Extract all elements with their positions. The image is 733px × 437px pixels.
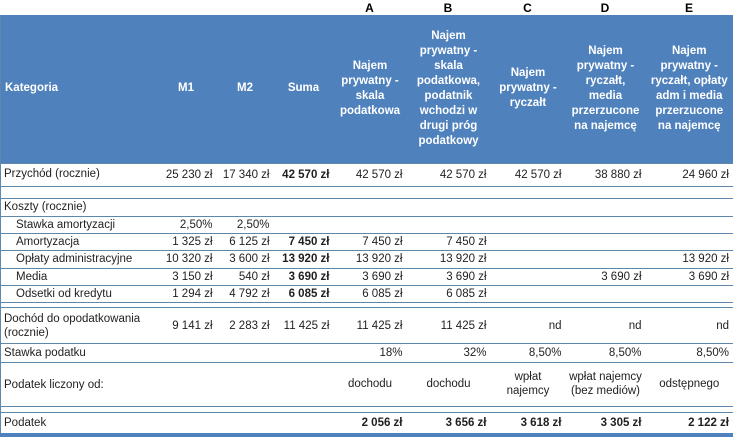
column-letter-b: B: [443, 0, 453, 15]
cell: 8,50%: [696, 347, 729, 360]
spacer-cell: [1, 186, 733, 198]
cell: [566, 233, 646, 250]
cell: 1 294 zł: [172, 288, 213, 301]
row-label: Dochód do opodatkowania (rocznie): [4, 312, 141, 339]
table-row: [1, 216, 733, 233]
cell: [274, 363, 334, 407]
cell: 1 325 zł: [172, 236, 213, 249]
cell: 7 450 zł: [288, 236, 330, 249]
cell: wpłat najemcy: [506, 371, 550, 397]
cell: 11 425 zł: [356, 319, 403, 332]
table-row: [1, 268, 733, 285]
cell: [646, 198, 733, 216]
table-row: [1, 308, 733, 344]
table-row: [1, 344, 733, 363]
cell: 10 320 zł: [165, 253, 213, 266]
cell: 6 085 zł: [288, 288, 330, 301]
cell: dochodu: [347, 377, 393, 390]
cell: nd: [716, 319, 729, 332]
cell: [566, 198, 646, 216]
row-label: Amortyzacja: [16, 235, 80, 248]
header-suma: Suma: [274, 15, 334, 163]
cell: [156, 363, 217, 407]
cell: [217, 363, 274, 407]
cell: 540 zł: [238, 270, 270, 283]
cell: 3 690 zł: [288, 270, 330, 283]
cell: 25 230 zł: [165, 168, 213, 181]
cell: 17 340 zł: [222, 168, 270, 181]
row-label: Koszty (rocznie): [4, 200, 87, 213]
cell: [407, 216, 491, 233]
cell: 42 570 zł: [282, 168, 330, 181]
column-letter-c: C: [523, 0, 532, 15]
cell: [217, 198, 274, 216]
cell: 2 056 zł: [361, 417, 403, 430]
header-m1: M1: [156, 15, 217, 163]
cell: 9 141 zł: [172, 319, 213, 332]
cell: dochodu: [426, 377, 471, 390]
cell: 3 690 zł: [446, 270, 487, 283]
cell: 8,50%: [608, 347, 642, 360]
column-letters-row: [0, 0, 733, 15]
cell: odstępnego: [659, 377, 720, 390]
cell: 42 570 zł: [514, 168, 562, 181]
cell: wpłat najemcy (bez mediów): [569, 371, 642, 397]
cell: 2,50%: [179, 218, 213, 231]
header-col-e: Najem prywatny - ryczałt, opłaty adm i media przerzucone na najemcę: [646, 15, 733, 163]
header-m2: M2: [217, 15, 274, 163]
header-col-c: Najem prywatny - ryczałt: [491, 15, 566, 163]
cell: 2 122 zł: [688, 417, 729, 430]
cell: [407, 198, 491, 216]
cell: 24 960 zł: [682, 168, 729, 181]
row-label: Podatek liczony od:: [4, 378, 104, 391]
cell: [156, 198, 217, 216]
cell: [646, 233, 733, 250]
cell: [646, 216, 733, 233]
cell: 6 125 zł: [229, 236, 270, 249]
cell: nd: [628, 319, 642, 332]
table-row: [1, 363, 733, 407]
cell: [491, 251, 566, 268]
cell: 3 690 zł: [688, 270, 729, 283]
table-row: [1, 413, 733, 435]
header-col-b: Najem prywatny - skala podatkowa, podatnik wchodzi w drugi próg podatkowy: [407, 15, 491, 163]
cell: [491, 233, 566, 250]
cell: 7 450 zł: [362, 236, 403, 249]
cell: [491, 286, 566, 303]
cell: [566, 216, 646, 233]
cell: [334, 198, 407, 216]
column-letter-a: A: [365, 0, 374, 15]
cell: 4 792 zł: [229, 288, 270, 301]
row-label: Podatek: [4, 416, 47, 429]
cell: [274, 413, 334, 435]
row-label: Stawka amortyzacji: [16, 218, 116, 231]
cell: 3 305 zł: [600, 417, 642, 430]
cell: 11 425 zł: [283, 319, 330, 332]
row-label: Stawka podatku: [4, 347, 86, 360]
row-label: Przychód (rocznie): [4, 168, 100, 181]
table-row: [1, 198, 733, 216]
row-label: Opłaty administracyjne: [16, 253, 133, 266]
cell: 6 085 zł: [362, 288, 403, 301]
column-letter-d: D: [600, 0, 610, 15]
cell: [491, 268, 566, 285]
cell: 3 690 zł: [362, 270, 403, 283]
spacer-row: [1, 186, 733, 198]
cell: 3 690 zł: [601, 270, 642, 283]
cell: 13 920 zł: [682, 253, 729, 266]
table-row: [1, 233, 733, 250]
cell: [156, 413, 217, 435]
cell: nd: [548, 319, 562, 332]
cell: 3 600 zł: [229, 253, 270, 266]
header-col-a: Najem prywatny - skala podatkowa: [334, 15, 407, 163]
cell: 13 920 zł: [282, 253, 330, 266]
cell: 13 920 zł: [355, 253, 403, 266]
cell: 42 570 zł: [439, 168, 487, 181]
cell: 6 085 zł: [446, 288, 487, 301]
cell: 3 656 zł: [445, 417, 487, 430]
cell: 3 618 zł: [520, 417, 562, 430]
cell: [274, 344, 334, 363]
tax-comparison-table: [0, 15, 733, 437]
cell: 7 450 zł: [446, 236, 487, 249]
cell: [646, 286, 733, 303]
cell: [217, 413, 274, 435]
cell: 3 150 zł: [172, 270, 213, 283]
table-row: [1, 163, 733, 186]
cell: 38 880 zł: [594, 168, 642, 181]
cell: [566, 286, 646, 303]
cell: 13 920 zł: [439, 253, 487, 266]
header-kategoria: Kategoria: [1, 15, 156, 163]
cell: [274, 198, 334, 216]
cell: [566, 251, 646, 268]
table-row: [1, 286, 733, 303]
cell: [334, 216, 407, 233]
cell: 8,50%: [528, 347, 562, 360]
cell: 2,50%: [236, 218, 270, 231]
cell: [156, 344, 217, 363]
table-row: [1, 251, 733, 268]
cell: 42 570 zł: [355, 168, 403, 181]
cell: [217, 344, 274, 363]
cell: 2 283 zł: [229, 319, 270, 332]
header-row: [1, 15, 733, 163]
cell: 18%: [379, 347, 403, 360]
column-letter-e: E: [684, 0, 693, 15]
cell: [491, 198, 566, 216]
cell: 11 425 zł: [440, 319, 487, 332]
header-col-d: Najem prywatny - ryczałt, media przerzucone na najemcę: [566, 15, 646, 163]
row-label: Odsetki od kredytu: [16, 288, 112, 300]
cell: [274, 216, 334, 233]
cell: [491, 216, 566, 233]
cell: 32%: [463, 347, 487, 360]
row-label: Media: [16, 270, 48, 283]
